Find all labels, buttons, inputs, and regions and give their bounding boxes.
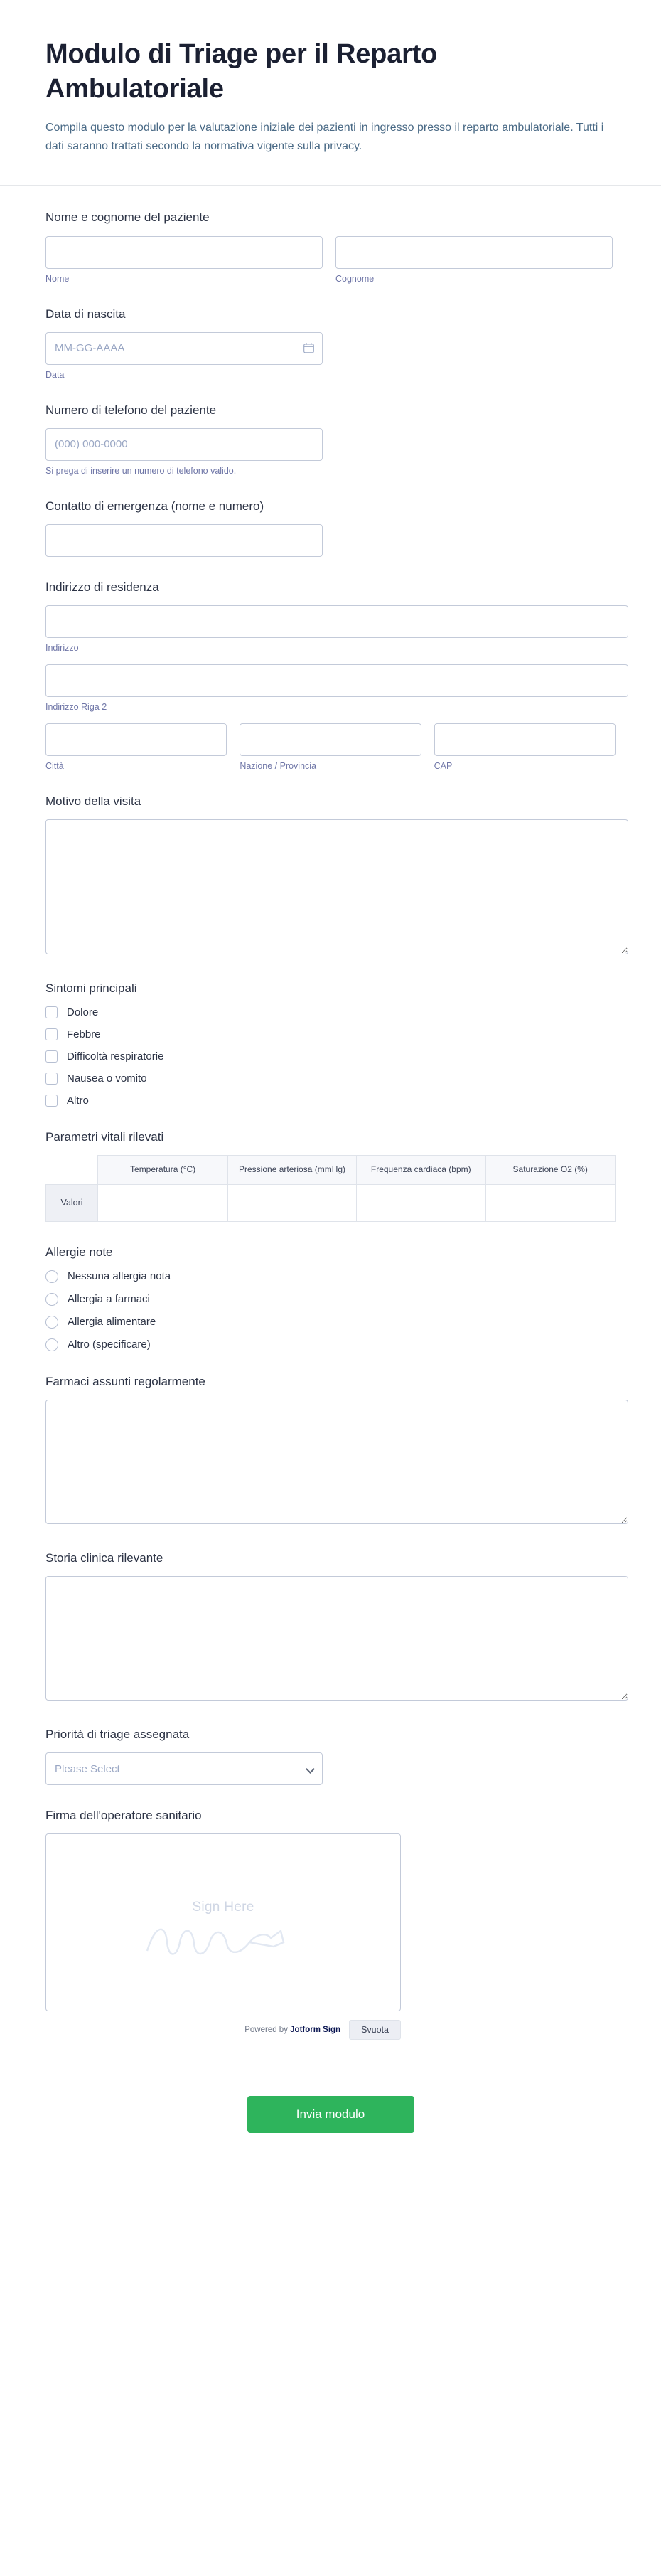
date-of-birth-input[interactable] <box>45 332 323 365</box>
radio-icon[interactable] <box>45 1270 58 1283</box>
vitals-cell-oxygen-saturation[interactable] <box>485 1184 616 1221</box>
table-row <box>46 1184 616 1221</box>
vitals-row-label: Valori <box>46 1184 98 1221</box>
calendar-icon[interactable] <box>303 341 315 354</box>
last-name-group <box>335 236 613 284</box>
signature-pad[interactable] <box>45 1833 401 2011</box>
field-allergies <box>45 1245 616 1351</box>
submit-button[interactable]: Invia modulo <box>247 2096 414 2133</box>
field-date-of-birth <box>45 307 616 380</box>
triage-priority-select[interactable] <box>45 1752 323 1785</box>
allergies-radio-list <box>45 1270 616 1351</box>
checkbox-icon[interactable] <box>45 1028 58 1040</box>
vitals-cell-temperature[interactable] <box>98 1184 228 1221</box>
field-patient-name <box>45 210 616 283</box>
reason-for-visit-textarea[interactable] <box>45 819 628 954</box>
address-line2-input[interactable] <box>45 664 628 697</box>
powered-by-label: Powered by Jotform Sign <box>244 2026 341 2035</box>
checkbox-icon[interactable] <box>45 1073 58 1085</box>
city-input[interactable] <box>45 723 227 756</box>
state-group <box>240 723 421 771</box>
address-city-state-zip-row <box>45 723 616 771</box>
allergy-option[interactable] <box>45 1316 616 1329</box>
city-group <box>45 723 227 771</box>
allergy-label: Allergia alimentare <box>68 1316 156 1329</box>
label-reason-for-visit: Motivo della visita <box>45 794 141 808</box>
zip-group <box>434 723 616 771</box>
label-clinical-history: Storia clinica rilevante <box>45 1550 163 1565</box>
vitals-table <box>45 1155 616 1222</box>
page-title: Modulo di Triage per il Reparto Ambulatoriale <box>45 39 438 104</box>
form-footer <box>0 2063 661 2176</box>
symptom-option[interactable] <box>45 1050 616 1063</box>
symptom-label: Nausea o vomito <box>67 1073 147 1085</box>
signature-squiggle-icon <box>141 1918 305 1968</box>
symptom-label: Altro <box>67 1095 89 1107</box>
field-reason-for-visit <box>45 794 616 958</box>
symptom-label: Febbre <box>67 1028 101 1041</box>
signature-placeholder: Sign Here <box>192 1900 254 1915</box>
field-signature <box>45 1808 616 2040</box>
symptoms-checkbox-list <box>45 1006 616 1107</box>
phone-hint: Si prega di inserire un numero di telefono valido. <box>45 465 237 476</box>
field-triage-priority <box>45 1727 616 1785</box>
checkbox-icon[interactable] <box>45 1050 58 1063</box>
medications-textarea[interactable] <box>45 1400 628 1524</box>
emergency-contact-group <box>45 524 323 557</box>
label-medications: Farmaci assunti regolarmente <box>45 1374 205 1388</box>
form-fields <box>0 186 661 2040</box>
city-sublabel: Città <box>45 760 64 771</box>
first-name-input[interactable] <box>45 236 323 269</box>
checkbox-icon[interactable] <box>45 1006 58 1018</box>
allergy-label: Nessuna allergia nota <box>68 1270 171 1283</box>
label-phone: Numero di telefono del paziente <box>45 403 217 417</box>
zip-input[interactable] <box>434 723 616 756</box>
address-line2-group <box>45 664 628 712</box>
signature-footer <box>45 2020 401 2040</box>
label-symptoms: Sintomi principali <box>45 981 137 995</box>
date-of-birth-sublabel: Data <box>45 369 65 380</box>
symptom-option[interactable] <box>45 1095 616 1107</box>
symptom-label: Dolore <box>67 1006 99 1019</box>
vitals-header-row <box>46 1156 616 1185</box>
state-input[interactable] <box>240 723 421 756</box>
triage-priority-group <box>45 1752 323 1785</box>
name-row <box>45 236 616 284</box>
address-line1-input[interactable] <box>45 605 628 638</box>
vitals-column-header: Temperatura (°C) <box>98 1156 228 1185</box>
address-line2-sublabel: Indirizzo Riga 2 <box>45 701 107 712</box>
field-clinical-history <box>45 1550 616 1704</box>
field-phone <box>45 403 616 476</box>
clear-signature-button[interactable]: Svuota <box>349 2020 401 2040</box>
radio-icon[interactable] <box>45 1293 58 1306</box>
date-of-birth-group <box>45 332 323 365</box>
label-patient-name: Nome e cognome del paziente <box>45 211 210 225</box>
phone-input[interactable] <box>45 428 323 461</box>
allergy-option[interactable] <box>45 1293 616 1306</box>
address-line1-sublabel: Indirizzo <box>45 642 79 653</box>
last-name-sublabel: Cognome <box>335 273 375 284</box>
label-allergies: Allergie note <box>45 1245 113 1259</box>
field-address <box>45 580 616 771</box>
symptom-option[interactable] <box>45 1006 616 1018</box>
vitals-cell-heart-rate[interactable] <box>357 1184 486 1221</box>
radio-icon[interactable] <box>45 1316 58 1329</box>
label-address: Indirizzo di residenza <box>45 580 159 594</box>
label-date-of-birth: Data di nascita <box>45 307 126 321</box>
symptom-option[interactable] <box>45 1028 616 1040</box>
field-symptoms <box>45 981 616 1107</box>
first-name-sublabel: Nome <box>45 273 70 284</box>
label-emergency-contact: Contatto di emergenza (nome e numero) <box>45 499 264 513</box>
clinical-history-textarea[interactable] <box>45 1576 628 1701</box>
symptom-option[interactable] <box>45 1073 616 1085</box>
vitals-corner-cell <box>46 1156 98 1185</box>
state-sublabel: Nazione / Provincia <box>240 760 317 771</box>
field-medications <box>45 1374 616 1528</box>
allergy-option[interactable] <box>45 1338 616 1351</box>
last-name-input[interactable] <box>335 236 613 269</box>
label-signature: Firma dell'operatore sanitario <box>45 1809 202 1823</box>
symptom-label: Difficoltà respiratorie <box>67 1050 164 1063</box>
checkbox-icon[interactable] <box>45 1095 58 1107</box>
vitals-cell-blood-pressure[interactable] <box>228 1184 357 1221</box>
phone-group <box>45 428 323 461</box>
allergy-label: Allergia a farmaci <box>68 1293 150 1306</box>
radio-icon[interactable] <box>45 1338 58 1351</box>
form-header <box>0 0 661 155</box>
field-vitals <box>45 1129 616 1222</box>
vitals-column-header: Pressione arteriosa (mmHg) <box>228 1156 357 1185</box>
field-emergency-contact <box>45 499 616 557</box>
vitals-column-header: Frequenza cardiaca (bpm) <box>357 1156 486 1185</box>
allergy-label: Altro (specificare) <box>68 1338 151 1351</box>
label-triage-priority: Priorità di triage assegnata <box>45 1728 190 1742</box>
vitals-column-header: Saturazione O2 (%) <box>485 1156 616 1185</box>
allergy-option[interactable] <box>45 1270 616 1283</box>
first-name-group <box>45 236 323 284</box>
zip-sublabel: CAP <box>434 760 453 771</box>
emergency-contact-input[interactable] <box>45 524 323 557</box>
label-vitals: Parametri vitali rilevati <box>45 1130 164 1144</box>
address-line1-group <box>45 605 628 653</box>
form-subtitle: Compila questo modulo per la valutazione iniziale dei pazienti in ingresso presso il reparto ambulatoriale. Tutti i dati saranno trattati secondo la normativa vigente sulla privacy. <box>45 122 604 152</box>
